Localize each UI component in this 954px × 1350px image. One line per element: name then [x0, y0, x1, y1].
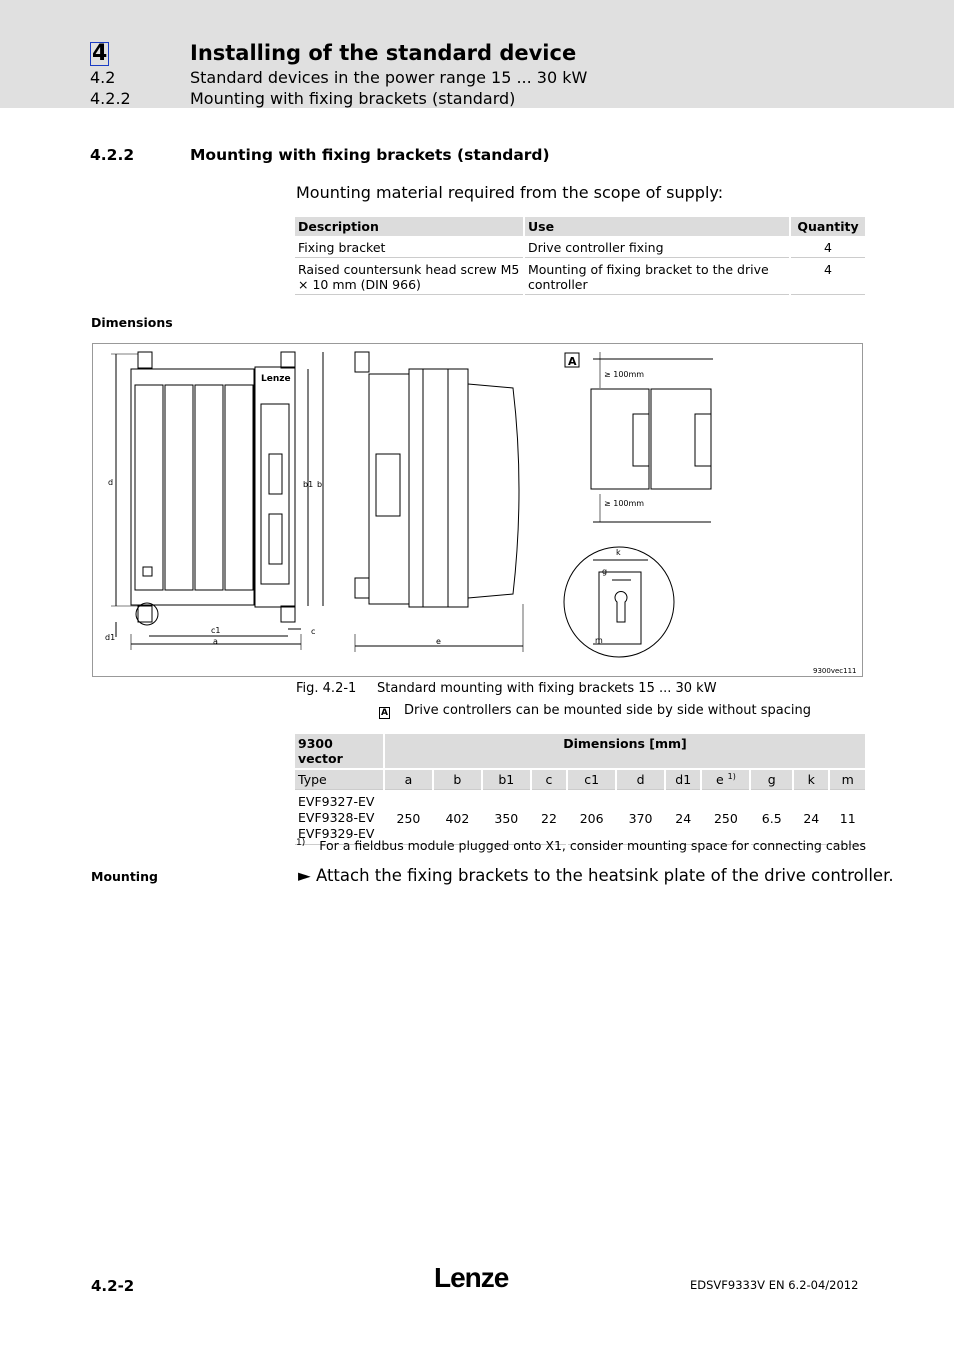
dim-label-a: a	[213, 637, 218, 646]
dim-label-k: k	[616, 548, 621, 557]
intro-text: Mounting material required from the scope of supply:	[296, 183, 724, 202]
dim-col-m: m	[830, 770, 865, 790]
chapter-title: Installing of the standard device	[190, 41, 577, 65]
figure-caption-number: Fig. 4.2-1	[296, 681, 357, 696]
dim-value-b1: 350	[483, 792, 530, 845]
dim-col-c1: c1	[568, 770, 615, 790]
table-row	[295, 770, 865, 790]
dim-label-e: e	[436, 637, 441, 646]
type-1: EVF9327-EV	[298, 794, 375, 810]
figure-caption-text: Standard mounting with fixing brackets 15 ... 30 kW	[377, 681, 717, 696]
dim-value-d1: 24	[666, 792, 700, 845]
dim-label-d1: d1	[105, 633, 116, 642]
dim-label-d: d	[108, 478, 114, 487]
dim-col-b1: b1	[483, 770, 530, 790]
page-number: 4.2-2	[91, 1277, 135, 1295]
dim-type-label: Type	[295, 770, 383, 790]
arrow-right-icon: ►	[298, 866, 311, 885]
dim-label-b1: b1	[303, 480, 314, 489]
dim-col-c: c	[532, 770, 566, 790]
dim-label-m: m	[595, 636, 603, 645]
section-title: Mounting with fixing brackets (standard)	[190, 146, 550, 164]
dim-header-series: 9300 vector	[295, 734, 383, 768]
footnote-marker: 1)	[296, 838, 306, 848]
material-cell: 4	[791, 260, 865, 295]
material-cell: Mounting of fixing bracket to the drive controller	[525, 260, 789, 295]
header-line-text-1: Standard devices in the power range 15 ... 30 kW	[190, 68, 588, 87]
dim-value-e: 250	[702, 792, 749, 845]
mounting-instruction	[298, 866, 894, 885]
dimension-drawing	[93, 344, 862, 676]
material-header-use: Use	[525, 217, 789, 236]
header-line-num-1: 4.2	[90, 68, 116, 87]
dim-value-a: 250	[385, 792, 432, 845]
chapter-number-link[interactable]: 4	[92, 41, 108, 66]
header-line-num-2: 4.2.2	[90, 89, 131, 108]
dim-label-b: b	[317, 480, 323, 489]
section-number: 4.2.2	[90, 146, 135, 164]
table-row	[295, 260, 865, 295]
dim-label-c1: c1	[211, 626, 221, 635]
mounting-instruction-text: Attach the fixing brackets to the heatsink plate of the drive controller.	[315, 866, 894, 885]
footnote-text: For a fieldbus module plugged onto X1, consider mounting space for connecting cables	[319, 838, 866, 854]
dim-col-b: b	[434, 770, 481, 790]
dim-value-g: 6.5	[751, 792, 792, 845]
dim-col-g: g	[751, 770, 792, 790]
material-table	[293, 215, 867, 297]
dim-col-d1: d1	[666, 770, 700, 790]
dim-value-c1: 206	[568, 792, 615, 845]
header-line-text-2: Mounting with fixing brackets (standard)	[190, 89, 516, 108]
clearance-top-label: ≥ 100mm	[604, 370, 645, 379]
page-header	[0, 0, 954, 108]
dim-value-c: 22	[532, 792, 566, 845]
brand-label: Lenze	[261, 374, 291, 384]
legend-key-a: A	[379, 707, 390, 719]
dimensions-table	[293, 732, 867, 847]
dim-value-b: 402	[434, 792, 481, 845]
dim-col-a: a	[385, 770, 432, 790]
footnote	[296, 838, 866, 853]
figure-marker-a: A	[568, 355, 577, 368]
figure-id: 9300vec111	[813, 667, 857, 675]
clearance-bottom-label: ≥ 100mm	[604, 499, 645, 508]
mounting-side-label: Mounting	[91, 869, 158, 884]
dim-label-c: c	[311, 627, 316, 636]
dim-label-g: g	[602, 567, 608, 576]
document-id: EDSVF9333V EN 6.2-04/2012	[690, 1278, 859, 1292]
material-cell: Fixing bracket	[295, 238, 523, 258]
footer-logo: Lenze	[434, 1262, 509, 1293]
dim-value-k: 24	[794, 792, 828, 845]
material-cell: 4	[791, 238, 865, 258]
dim-col-e-footnote: 1)	[727, 772, 736, 781]
dim-col-e-label: e	[715, 772, 724, 788]
dim-col-e	[702, 770, 749, 790]
dim-value-d: 370	[617, 792, 664, 845]
material-header-description: Description	[295, 217, 523, 236]
dim-value-m: 11	[830, 792, 865, 845]
material-cell: Raised countersunk head screw M5 × 10 mm (DIN 966)	[295, 260, 523, 295]
dim-col-k: k	[794, 770, 828, 790]
dim-header-dimensions: Dimensions [mm]	[385, 734, 865, 768]
material-cell: Drive controller fixing	[525, 238, 789, 258]
legend-text: Drive controllers can be mounted side by side without spacing	[404, 703, 812, 718]
type-2: EVF9328-EV	[298, 810, 375, 826]
material-header-quantity: Quantity	[791, 217, 865, 236]
table-row	[295, 238, 865, 258]
dimensions-side-label: Dimensions	[91, 315, 173, 330]
type-3: EVF9329-EV	[298, 826, 375, 842]
dimension-figure	[92, 343, 863, 677]
dim-col-d: d	[617, 770, 664, 790]
